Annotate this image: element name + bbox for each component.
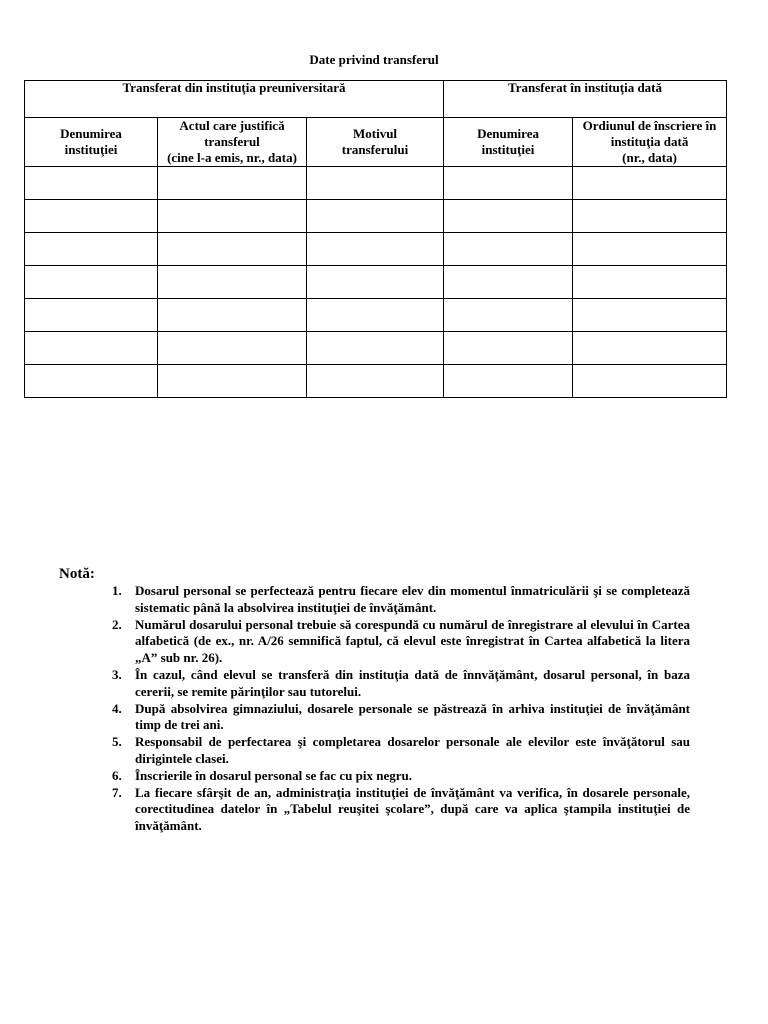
table-cell[interactable] — [307, 365, 444, 398]
note-item — [112, 667, 690, 701]
table-cell[interactable] — [573, 233, 727, 266]
note-item-text: Numărul dosarului personal trebuie să corespundă cu numărul de înregistrare al elevului în Cartea alfabetică (de ex., nr. A/26 semnifică faptul, că elevul este înregistrat în Cartea alfabetică la litera „A” sub nr. 26). — [135, 616, 690, 666]
table-body — [25, 167, 727, 398]
column-header-line: instituţiei — [481, 142, 535, 157]
table-cell[interactable] — [573, 299, 727, 332]
table-cell[interactable] — [444, 266, 573, 299]
table-cell[interactable] — [307, 299, 444, 332]
table-row — [25, 167, 727, 200]
table-cell[interactable] — [573, 365, 727, 398]
column-header-line: transferul — [204, 134, 260, 149]
note-item-text: La fiecare sfârşit de an, administraţia instituţiei de învăţământ va verifica, în dosarele personale, corectitudinea datelor în „Tabelul reuşitei şcolare”, după care va aplica ştampila instituţiei de învăţământ. — [135, 784, 690, 834]
table-cell[interactable] — [444, 167, 573, 200]
note-item-number: 7. — [112, 784, 122, 800]
table-cell[interactable] — [158, 233, 307, 266]
note-item-number: 2. — [112, 616, 122, 632]
note-item-text: Dosarul personal se perfectează pentru fiecare elev din momentul înmatriculării şi se completează sistematic până la absolvirea instituţiei de învăţământ. — [135, 583, 690, 615]
table-cell[interactable] — [25, 167, 158, 200]
table-cell[interactable] — [307, 167, 444, 200]
column-header-act — [158, 118, 307, 167]
table-cell[interactable] — [25, 332, 158, 365]
column-header-institution-from — [25, 118, 158, 167]
table-cell[interactable] — [573, 200, 727, 233]
table-cell[interactable] — [307, 233, 444, 266]
table-cell[interactable] — [307, 200, 444, 233]
note-item-text: După absolvirea gimnaziului, dosarele personale se păstrează în arhiva instituţiei de învăţământ timp de trei ani. — [135, 700, 690, 733]
group-header-from-label: Transferat din instituţia preuniversitară — [25, 80, 443, 96]
page-title: Date privind transferul — [309, 52, 439, 67]
table-cell[interactable] — [573, 266, 727, 299]
note-item-text: Înscrierile în dosarul personal se fac cu pix negru. — [135, 767, 412, 783]
table-cell[interactable] — [158, 332, 307, 365]
column-header-line: transferului — [341, 142, 409, 157]
group-header-to-label: Transferat în instituţia dată — [444, 80, 726, 96]
column-header-reason — [307, 118, 444, 167]
column-header-institution-to — [444, 118, 573, 167]
table-cell[interactable] — [444, 233, 573, 266]
note-item — [112, 734, 690, 768]
note-item-number: 3. — [112, 666, 122, 682]
table-cell[interactable] — [573, 167, 727, 200]
table-cell[interactable] — [444, 200, 573, 233]
note-item — [112, 768, 690, 785]
note-item-text: Responsabil de perfectarea şi completarea dosarelor personale ale elevilor este învăţătorul sau dirigintele clasei. — [135, 734, 690, 766]
column-header-line: Motivul — [352, 126, 398, 141]
column-header-line: (cine l-a emis, nr., data) — [167, 150, 297, 165]
table-cell[interactable] — [158, 200, 307, 233]
transfer-table — [24, 80, 727, 398]
column-header-line: instituţia dată — [610, 134, 689, 149]
table-row — [25, 266, 727, 299]
table-cell[interactable] — [158, 266, 307, 299]
column-header-line: Actul care justifică — [179, 118, 285, 133]
note-item-number: 6. — [112, 767, 122, 783]
note-item — [112, 583, 690, 617]
column-header-line: instituţiei — [64, 142, 118, 157]
table-row — [25, 365, 727, 398]
table-cell[interactable] — [158, 167, 307, 200]
note-item-number: 5. — [112, 734, 122, 750]
table-row — [25, 200, 727, 233]
column-header-line: Ordiunul de înscriere în — [582, 118, 717, 133]
note-item-number: 4. — [112, 700, 122, 716]
table-cell[interactable] — [25, 266, 158, 299]
note-item-number: 1. — [112, 583, 122, 598]
table-row — [25, 299, 727, 332]
table-cell[interactable] — [25, 200, 158, 233]
note-item — [112, 785, 690, 835]
table-cell[interactable] — [25, 365, 158, 398]
notes-list — [112, 583, 690, 835]
table-cell[interactable] — [444, 365, 573, 398]
column-header-order — [573, 118, 727, 167]
table-cell[interactable] — [25, 299, 158, 332]
table-cell[interactable] — [158, 299, 307, 332]
table-row — [25, 233, 727, 266]
group-header-from — [25, 81, 444, 118]
table-cell[interactable] — [444, 332, 573, 365]
table-row — [25, 332, 727, 365]
note-item — [112, 701, 690, 735]
note-item — [112, 617, 690, 667]
table-cell[interactable] — [25, 233, 158, 266]
column-header-line: Denumirea — [60, 126, 122, 141]
note-item-text: În cazul, când elevul se transferă din instituţia dată de înnvăţământ, dosarul personal, în baza cererii, se remite părinţilor sau tutorelui. — [135, 666, 690, 699]
column-header-line: Denumirea — [477, 126, 539, 141]
group-header-to — [444, 81, 727, 118]
note-label: Notă: — [59, 566, 95, 582]
table-cell[interactable] — [307, 266, 444, 299]
table-cell[interactable] — [444, 299, 573, 332]
table-cell[interactable] — [573, 332, 727, 365]
table-cell[interactable] — [307, 332, 444, 365]
column-header-line: (nr., data) — [622, 150, 677, 165]
table-cell[interactable] — [158, 365, 307, 398]
